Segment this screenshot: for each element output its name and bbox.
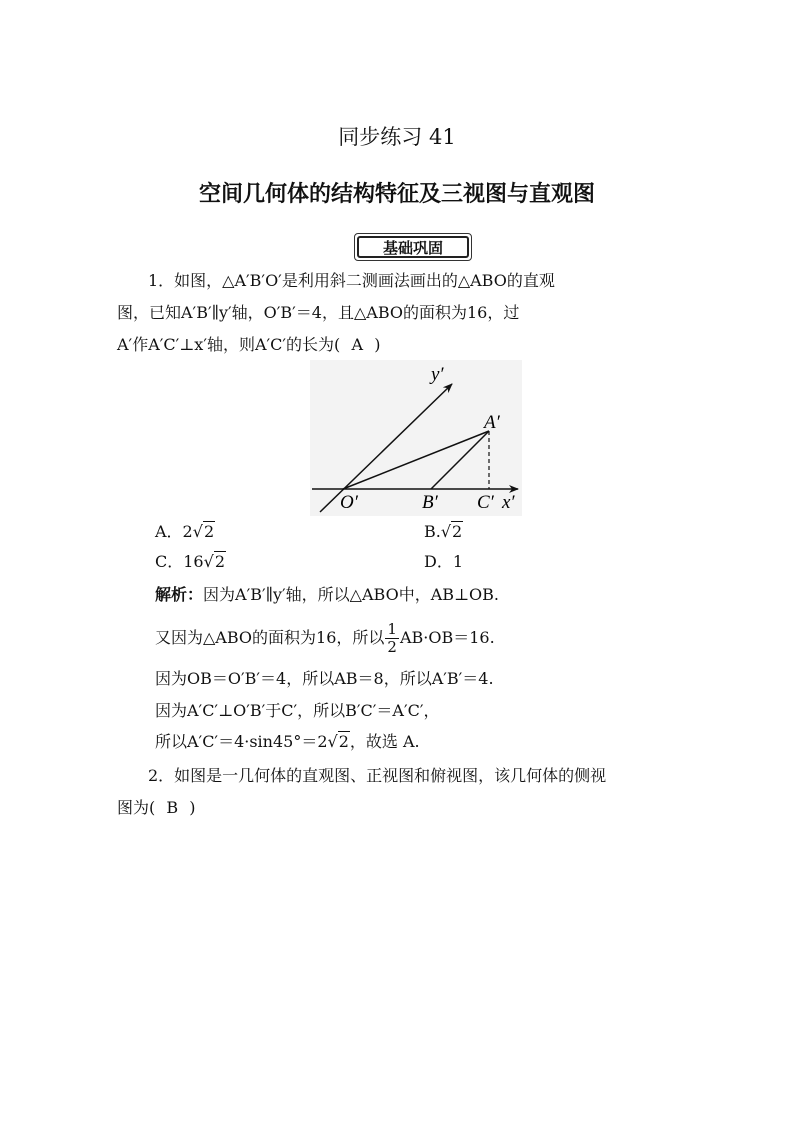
q2-line-2: 图为( B ) bbox=[117, 798, 196, 817]
solution-line-1: 解析：因为A′B′∥y′轴，所以△ABO中，AB⊥OB. bbox=[155, 585, 500, 604]
label-x-axis: x′ bbox=[502, 492, 515, 513]
q1-paren-close: ) bbox=[374, 335, 381, 354]
option-d: D．1 bbox=[424, 552, 464, 571]
label-point-a: A′ bbox=[484, 412, 500, 433]
label-origin: O′ bbox=[340, 492, 358, 513]
label-point-c: C′ bbox=[477, 492, 494, 513]
q1-line-2: 图，已知A′B′∥y′轴，O′B′＝4，且△ABO的面积为16，过 bbox=[117, 303, 520, 322]
oblique-projection-figure bbox=[310, 360, 522, 516]
solution-line-3: 因为OB＝O′B′＝4，所以AB＝8，所以A′B′＝4. bbox=[155, 669, 494, 688]
solution-line-2: 又因为△ABO的面积为16，所以 $\frac{1}{2}$ AB·OB＝16. bbox=[155, 620, 495, 656]
q2-line-1: 2．如图是一几何体的直观图、正视图和俯视图，该几何体的侧视 bbox=[148, 766, 607, 785]
q1-line-3 bbox=[117, 334, 381, 356]
q1-line-1: 1．如图，△A′B′O′是利用斜二测画法画出的△ABO的直观 bbox=[148, 271, 555, 290]
solution-line-4: 因为A′C′⊥O′B′于C′，所以B′C′＝A′C′， bbox=[155, 701, 440, 720]
solution-line-5: 所以A′C′＝4·sin45°＝2√2，故选 A. bbox=[155, 732, 420, 751]
label-point-b: B′ bbox=[422, 492, 438, 513]
solution-label: 解析： bbox=[155, 585, 204, 604]
exercise-title: 同步练习 41 bbox=[338, 125, 456, 149]
q1-stem-end: A′作A′C′⊥x′轴，则A′C′的长为( bbox=[117, 335, 341, 354]
option-b: B.√2 bbox=[424, 522, 463, 541]
label-y-axis: y′ bbox=[431, 364, 444, 385]
section-badge bbox=[354, 233, 472, 261]
q2-answer: B bbox=[166, 798, 179, 817]
fraction-one-half: $\frac{1}{2}$ bbox=[387, 620, 397, 656]
q1-answer: A bbox=[351, 335, 364, 354]
topic-title: 空间几何体的结构特征及三视图与直观图 bbox=[198, 181, 595, 207]
section-badge-label: 基础巩固 bbox=[357, 236, 469, 258]
option-a: A．2√2 bbox=[155, 522, 215, 541]
option-c: C．16√2 bbox=[155, 552, 225, 571]
